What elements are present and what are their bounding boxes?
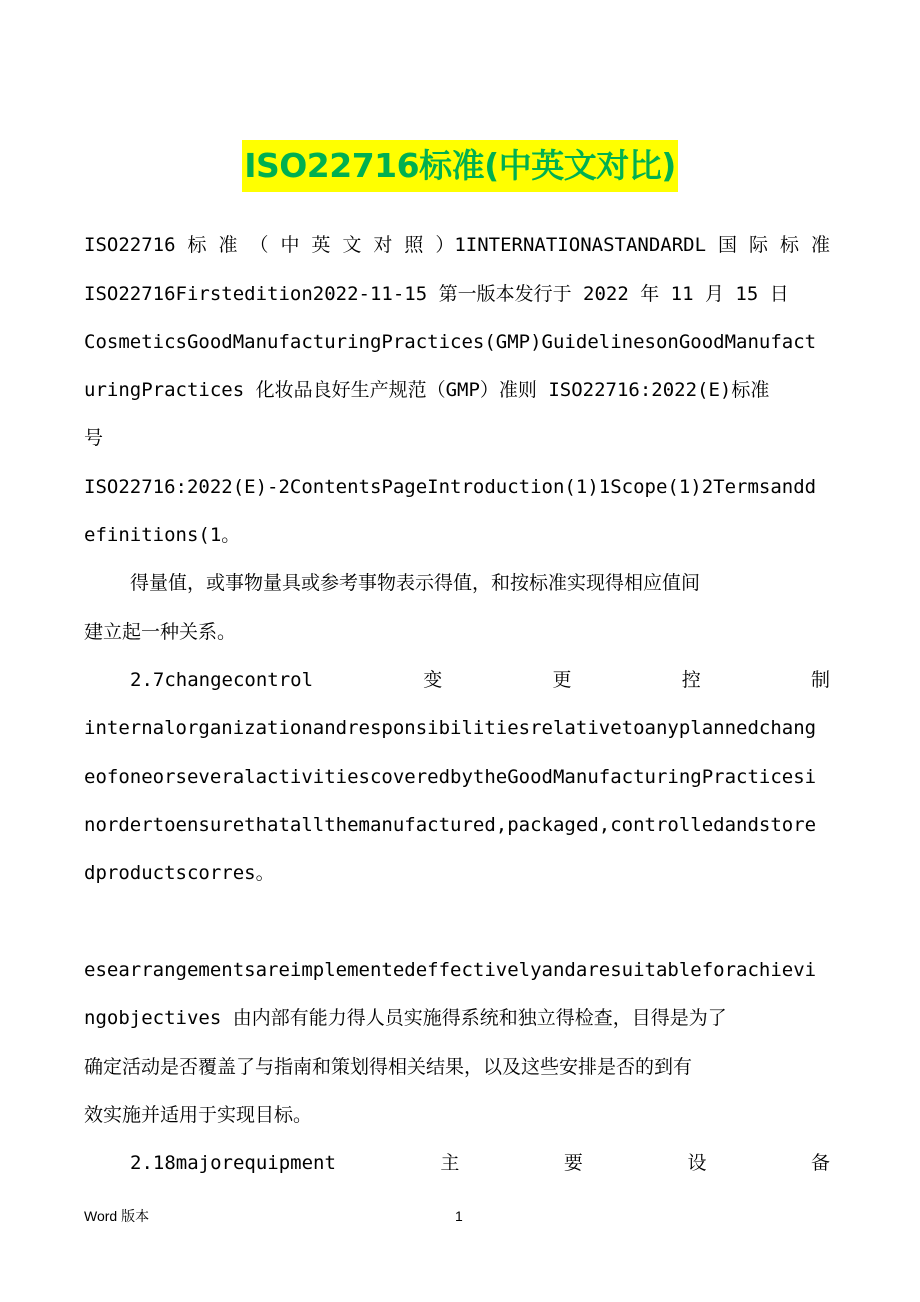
text-segment: 标 (779, 234, 799, 256)
text-segment: 更 (552, 669, 572, 691)
page-number: 1 (455, 1208, 463, 1224)
title-container (0, 140, 920, 192)
text-segment: 准 (810, 234, 830, 256)
paragraph-1-line-5: 号 (84, 427, 104, 449)
text-segment: 国 (718, 234, 738, 256)
paragraph-3-line-4: nordertoensurethatallthemanufactured,packaged,controlledandstore (84, 814, 817, 836)
text-segment: 英 (311, 234, 331, 256)
text-segment: 设 (687, 1152, 707, 1174)
text-segment: 准 (218, 234, 238, 256)
text-segment: 要 (563, 1152, 583, 1174)
paragraph-2-line-2: 建立起一种关系。 (84, 621, 237, 643)
text-segment: （ (249, 234, 269, 256)
text-segment: 制 (810, 669, 830, 691)
paragraph-1-line-6: ISO22716:2022(E)-2ContentsPageIntroduction(1)1Scope(1)2Termsandd (84, 476, 817, 498)
paragraph-1-line-7: efinitions(1。 (84, 524, 241, 546)
paragraph-1-line-4: uringPractices 化妆品良好生产规范（GMP）准则 ISO22716:2022(E)标准 (84, 379, 770, 401)
text-segment: 际 (748, 234, 768, 256)
paragraph-3-line-5: dproductscorres。 (84, 862, 275, 884)
paragraph-3-line-3: eofoneorseveralactivitiescoveredbytheGoodManufacturingPracticesi (84, 766, 817, 788)
text-segment: 对 (373, 234, 393, 256)
document-title: ISO22716标准(中英文对比) (242, 140, 678, 192)
text-segment: 主 (440, 1152, 460, 1174)
text-segment: 文 (342, 234, 362, 256)
term-label: 2.7changecontrol (130, 669, 314, 691)
paragraph-4-line-1: esearrangementsareimplementedeffectivelyandaresuitableforachievi (84, 959, 817, 981)
text-segment: 中 (280, 234, 300, 256)
paragraph-2-line-1: 得量值，或事物量具或参考事物表示得值，和按标准实现得相应值间 (130, 572, 701, 594)
paragraph-1-line-3: CosmeticsGoodManufacturingPractices(GMP)GuidelinesonGoodManufact (84, 331, 817, 353)
paragraph-3-line-1 (130, 665, 830, 695)
paragraph-1-line-2: ISO22716Firstedition2022-11-15 第一版本发行于 2022 年 11 月 15 日 (84, 283, 789, 305)
text-segment: ）1INTERNATIONASTANDARDL (435, 234, 707, 256)
text-segment: 变 (423, 669, 443, 691)
text-segment: ISO22716 (84, 234, 176, 256)
paragraph-3-line-2: internalorganizationandresponsibilitiesrelativetoanyplannedchang (84, 717, 817, 739)
paragraph-4-line-4: 效实施并适用于实现目标。 (84, 1104, 313, 1126)
text-segment: 照 (404, 234, 424, 256)
text-segment: 控 (681, 669, 701, 691)
footer-label: Word 版本 (84, 1208, 150, 1224)
text-segment: 标 (187, 234, 207, 256)
paragraph-4-line-2: ngobjectives 由内部有能力得人员实施得系统和独立得检查，目得是为了 (84, 1007, 727, 1029)
text-segment: 备 (810, 1152, 830, 1174)
paragraph-4-line-3: 确定活动是否覆盖了与指南和策划得相关结果，以及这些安排是否的到有 (84, 1056, 693, 1078)
paragraph-1-line-1 (84, 230, 830, 260)
paragraph-5-line-1 (130, 1148, 830, 1178)
term-label: 2.18majorequipment (130, 1152, 336, 1174)
